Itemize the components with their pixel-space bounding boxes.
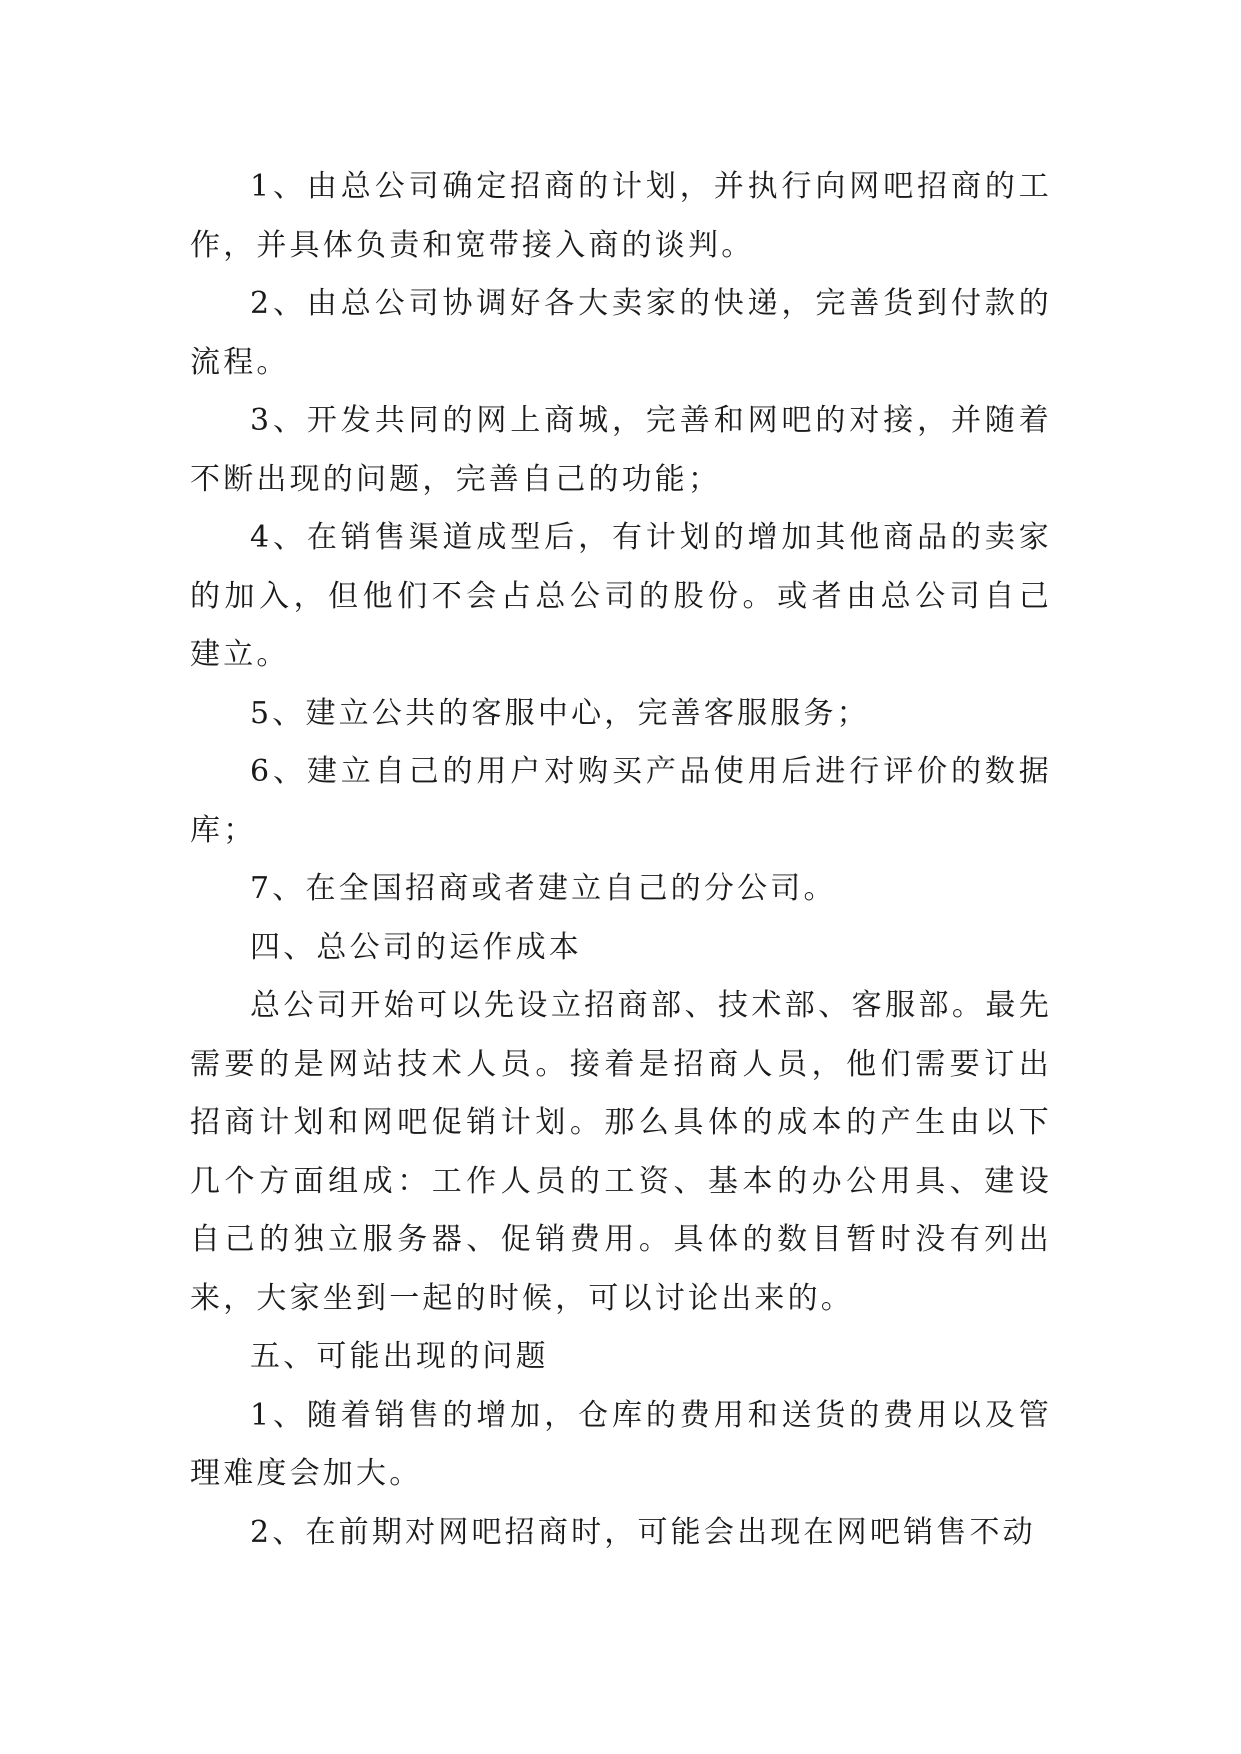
- paragraph: 1、随着销售的增加，仓库的费用和送货的费用以及管理难度会加大。: [190, 1397, 1052, 1491]
- document-body: [190, 158, 1052, 1562]
- section-heading: 四、总公司的运作成本: [250, 929, 582, 965]
- paragraph: 5、建立公共的客服中心，完善客服服务；: [250, 695, 870, 731]
- paragraph: 1、由总公司确定招商的计划，并执行向网吧招商的工作，并具体负责和宽带接入商的谈判。: [190, 169, 1052, 263]
- paragraph: 4、在销售渠道成型后，有计划的增加其他商品的卖家的加入，但他们不会占总公司的股份。或者由总公司自己建立。: [190, 520, 1052, 672]
- paragraph: 总公司开始可以先设立招商部、技术部、客服部。最先需要的是网站技术人员。接着是招商人员，他们需要订出招商计划和网吧促销计划。那么具体的成本的产生由以下几个方面组成：工作人员的工资、基本的办公用具、建设自己的独立服务器、促销费用。具体的数目暂时没有列出来，大家坐到一起的时候，可以讨论出来的。: [190, 988, 1052, 1316]
- paragraph: 2、由总公司协调好各大卖家的快递，完善货到付款的流程。: [190, 286, 1052, 380]
- paragraph: 6、建立自己的用户对购买产品使用后进行评价的数据库；: [190, 754, 1052, 848]
- section-heading: 五、可能出现的问题: [250, 1339, 549, 1374]
- paragraph: 7、在全国招商或者建立自己的分公司。: [250, 871, 837, 906]
- paragraph: 3、开发共同的网上商城，完善和网吧的对接，并随着不断出现的问题，完善自己的功能；: [190, 403, 1052, 497]
- paragraph: 2、在前期对网吧招商时，可能会出现在网吧销售不动: [250, 1514, 1036, 1550]
